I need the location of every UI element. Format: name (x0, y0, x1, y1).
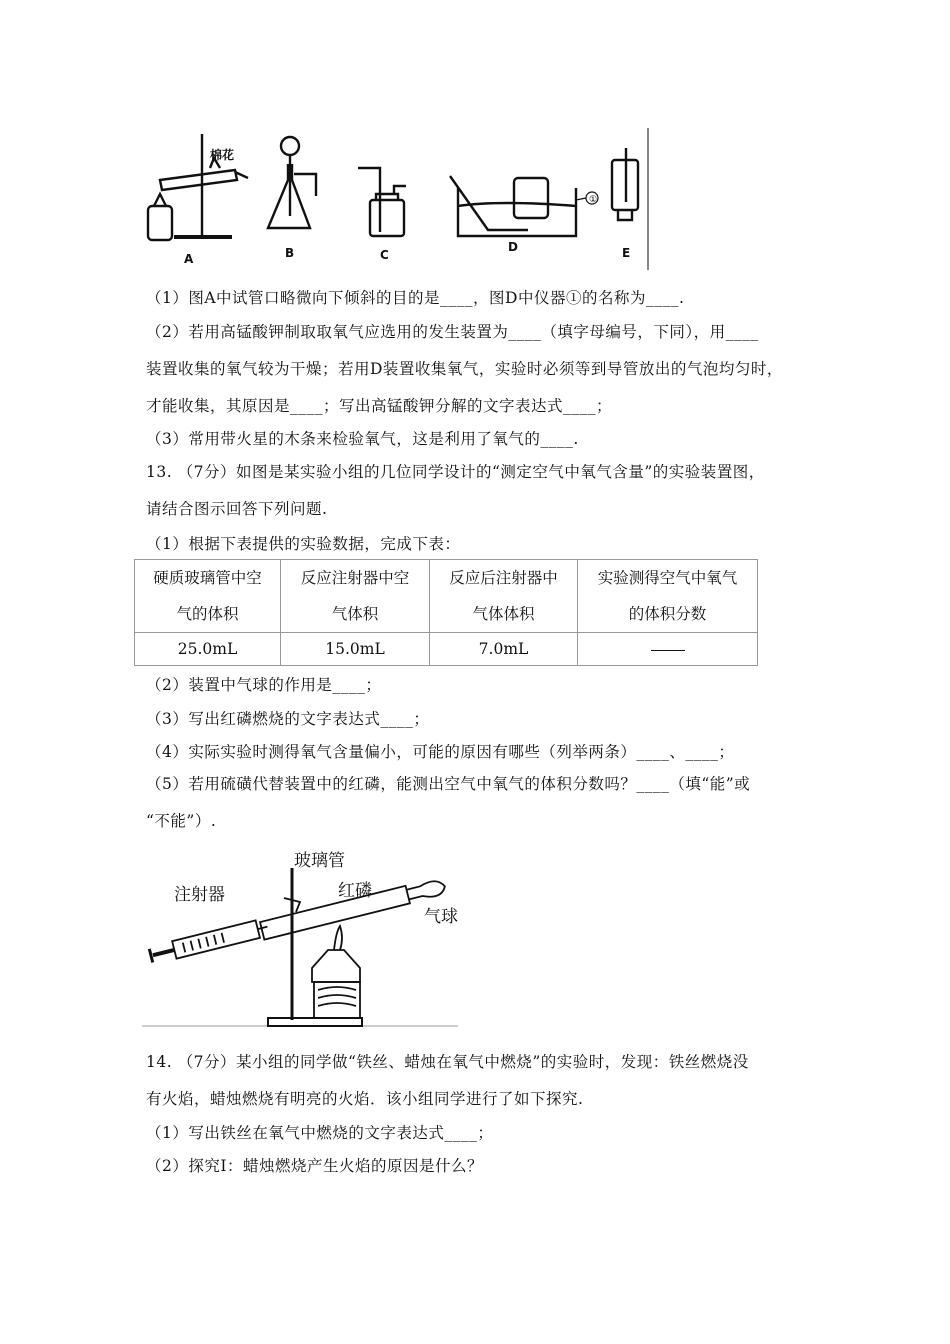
q13-stem-line1: 13. （7分）如图是某实验小组的几位同学设计的“测定空气中氧气含量”的实验装置图， (146, 463, 765, 481)
table-cell: 7.0mL (430, 633, 578, 666)
marker-circled-one: ① (588, 195, 598, 205)
table-header-cell: 硬质玻璃管中空 气的体积 (135, 560, 281, 633)
table-header-row (135, 560, 758, 633)
table-row (135, 633, 758, 666)
table-header-cell: 实验测得空气中氧气 的体积分数 (578, 560, 758, 633)
data-table (134, 559, 758, 666)
table-header-cell: 反应注射器中空 气体积 (281, 560, 430, 633)
q14-stem-line1: 14. （7分）某小组的同学做“铁丝、蜡烛在氧气中燃烧”的实验时，发现：铁丝燃烧没 (146, 1053, 749, 1071)
q13-part1: （1）根据下表提供的实验数据，完成下表： (146, 535, 461, 553)
label-a: A (184, 252, 194, 266)
q12-part3: （3）常用带火星的木条来检验氧气，这是利用了氧气的____. (146, 430, 579, 448)
table-cell: 25.0mL (135, 633, 281, 666)
q14-part2: （2）探究Ⅰ：蜡烛燃烧产生火焰的原因是什么？ (146, 1157, 483, 1175)
q13-part5-line1: （5）若用硫磺代替装置中的红磷，能测出空气中氧气的体积分数吗？____（填“能”或 (146, 775, 751, 793)
q14-stem-line2: 有火焰，蜡烛燃烧有明亮的火焰．该小组同学进行了如下探究. (146, 1090, 584, 1108)
apparatus-figure (140, 128, 652, 270)
oxygen-apparatus-figure (142, 842, 460, 1030)
table-cell: 15.0mL (281, 633, 430, 666)
q14-part1: （1）写出铁丝在氧气中燃烧的文字表达式____； (146, 1124, 494, 1142)
balloon-label: 气球 (424, 907, 458, 927)
q13-stem-line2: 请结合图示回答下列问题. (146, 500, 328, 518)
label-c: C (380, 248, 389, 262)
label-b: B (285, 246, 295, 260)
red-phosphorus-label: 红磷 (338, 881, 372, 901)
answer-blank (651, 649, 685, 651)
glass-tube-label: 玻璃管 (294, 851, 345, 871)
q12-part2-line1: （2）若用高锰酸钾制取取氧气应选用的发生装置为____（填字母编号，下同），用____ (146, 323, 759, 341)
label-d: D (508, 240, 518, 254)
q12-part2-line2: 装置收集的氧气较为干燥；若用D装置收集氧气，实验时必须等到导管放出的气泡均匀时， (146, 360, 783, 378)
cotton-label: 棉花 (210, 148, 235, 162)
q13-part2: （2）装置中气球的作用是____； (146, 676, 382, 694)
q13-part3: （3）写出红磷燃烧的文字表达式____； (146, 710, 430, 728)
q12-part1: （1）图A中试管口略微向下倾斜的目的是____，图D中仪器①的名称为____. (146, 289, 685, 307)
q13-part4: （4）实际实验时测得氧气含量偏小，可能的原因有哪些（列举两条）____、____； (146, 743, 735, 761)
syringe-label: 注射器 (174, 885, 225, 905)
answer-blank-cell (578, 633, 758, 666)
q13-part5-line2: “不能”）. (146, 812, 217, 830)
q12-part2-line3: 才能收集，其原因是____；写出高锰酸钾分解的文字表达式____； (146, 397, 613, 415)
table-header-cell: 反应后注射器中 气体体积 (430, 560, 578, 633)
label-e: E (622, 246, 631, 260)
